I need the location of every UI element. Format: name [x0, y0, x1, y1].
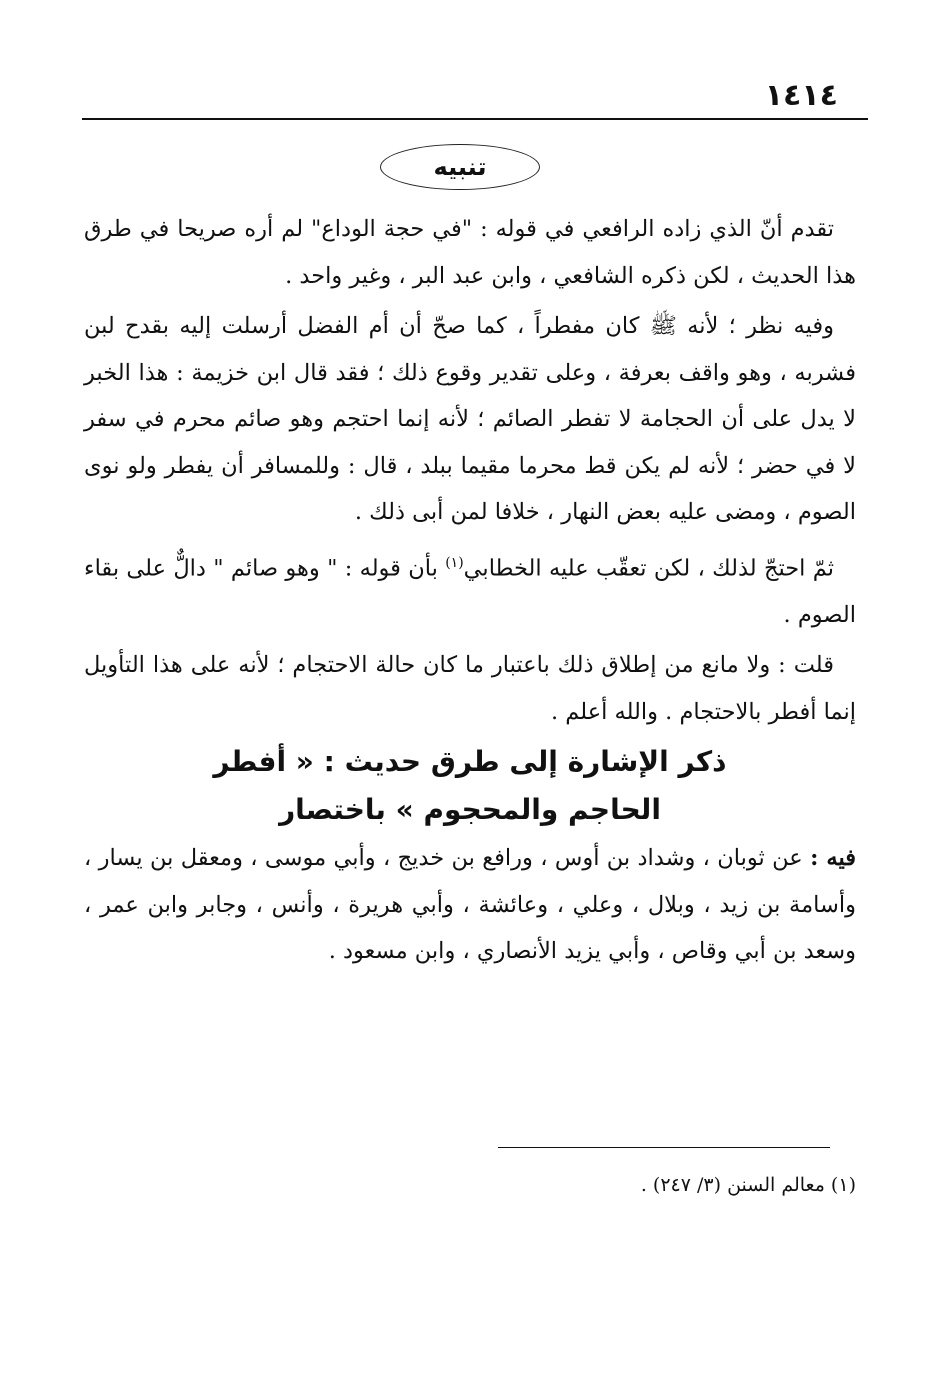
body-text	[84, 206, 856, 979]
paragraph-3	[84, 540, 856, 639]
section-heading-line-1: ذكر الإشارة إلى طرق حديث : « أفطر	[213, 745, 727, 778]
paragraph-3-after: بأن قوله : " وهو صائم " دالٌّ على بقاء الصوم .	[84, 555, 856, 628]
section-lead: فيه :	[810, 845, 857, 871]
section-text: عن ثوبان ، وشداد بن أوس ، ورافع بن خديج ، وأبي موسى ، ومعقل بن يسار ، وأسامة بن زيد ، وبلال ، وعلي ، وعائشة ، وأبي هريرة ، وأنس ، وجابر وابن عمر ، وسعد بن أبي وقاص ، وأبي يزيد الأنصاري ، وابن مسعود .	[84, 845, 856, 964]
paragraph-2: وفيه نظر ؛ لأنه ﷺ كان مفطراً ، كما صحّ أن أم الفضل أرسلت إليه بقدح لبن فشربه ، وهو واقف بعرفة ، وعلى تقدير وقوع ذلك ؛ فقد قال ابن خزيمة : هذا الخبر لا يدل على أن الحجامة لا تفطر الصائم ؛ لأنه إنما احتجم وهو صائم محرم في سفر لا في حضر ؛ لأنه لم يكن قط محرما مقيما ببلد ، قال : وللمسافر أن يفطر ولو نوى الصوم ، ومضى عليه بعض النهار ، خلافا لمن أبى ذلك .	[84, 313, 856, 525]
footnote-ref: (١)	[445, 554, 464, 571]
paragraph-4: قلت : ولا مانع من إطلاق ذلك باعتبار ما كان حالة الاحتجام ؛ لأنه على هذا التأويل إنما أفطر بالاحتجام . والله أعلم .	[84, 652, 856, 725]
paragraph-1: تقدم أنّ الذي زاده الرافعي في قوله : "في حجة الوداع" لم أره صريحا في طرق هذا الحديث ، لكن ذكره الشافعي ، وابن عبد البر ، وغير واحد .	[84, 216, 856, 289]
notice-badge	[380, 144, 540, 190]
header-rule	[82, 118, 868, 120]
footnote: (١) معالم السنن (٣/ ٢٤٧) .	[640, 1174, 856, 1196]
section-paragraph	[84, 835, 856, 975]
page-number: ١٤١٤	[764, 78, 838, 113]
notice-label: تنبيه	[433, 153, 487, 181]
footnote-rule	[498, 1147, 830, 1148]
paragraph-3-before: ثمّ احتجّ لذلك ، لكن تعقّب عليه الخطابي	[463, 555, 834, 581]
section-heading-line-2: الحاجم والمحجوم » باختصار	[279, 793, 661, 826]
